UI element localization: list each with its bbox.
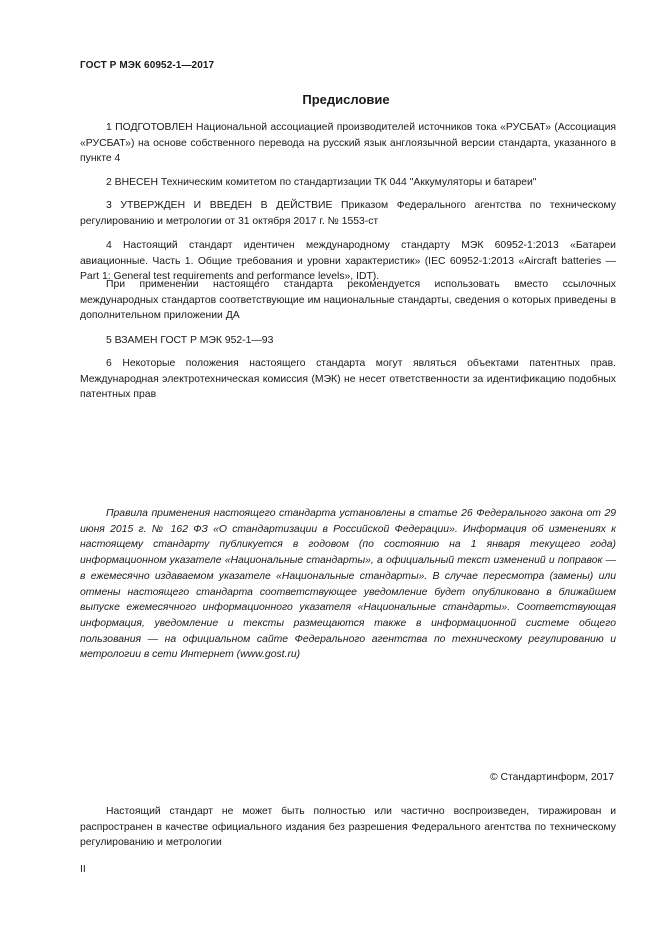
paragraph-3: 3 УТВЕРЖДЕН И ВВЕДЕН В ДЕЙСТВИЕ Приказом Федерального агентства по техническому регулированию и метрологии от 31 октября 2017 г. № 1553-ст xyxy=(80,200,616,227)
paragraph-5: 5 ВЗАМЕН ГОСТ Р МЭК 952-1—93 xyxy=(106,335,274,346)
page-title: Предисловие xyxy=(302,92,390,107)
document-code: ГОСТ Р МЭК 60952-1—2017 xyxy=(80,60,215,71)
usage-rules-notice: Правила применения настоящего стандарта установлены в статье 26 Федерального закона от 29 июня 2015 г. № 162 ФЗ «О стандартизации в Российской Федерации». Информация об изменениях к настоящему стандарту публикуется в годовом (по состоянию на 1 января текущего года) информационном указателе «Национальные стандарты», а официальный текст изменений и поправок — в ежемесячно издаваемом указателе «Национальные стандарты». В случае пересмотра (замены) или отмены настоящего стандарта соответствующее уведомление будет опубликовано в ближайшем выпуске ежемесячного информационного указателя «Национальные стандарты». Соответствующая информация, уведомление и тексты размещаются также в информационной системе общего пользования — на официальном сайте Федерального агентства по техническому регулированию и метрологии в сети Интернет (www.gost.ru) xyxy=(80,508,616,661)
page-number: II xyxy=(80,864,86,875)
reproduction-notice: Настоящий стандарт не может быть полностью или частично воспроизведен, тиражирован и распространен в качестве официального издания без разрешения Федерального агентства по техническому регулированию и метрологии xyxy=(80,806,616,848)
paragraph-4: 4 Настоящий стандарт идентичен международному стандарту МЭК 60952-1:2013 «Батареи авиационные. Часть 1. Общие требования и уровни характеристик» (IEC 60952-1:2013 «Aircraft batteries — Part 1: General test requirements and performance levels», IDT). xyxy=(80,240,616,282)
paragraph-4-note: При применении настоящего стандарта рекомендуется использовать вместо ссылочных международных стандартов соответствующие им национальные стандарты, сведения о которых приведены в дополнительном приложении ДА xyxy=(80,279,616,321)
paragraph-6: 6 Некоторые положения настоящего стандарта могут являться объектами патентных прав. Международная электротехническая комиссия (МЭК) не несет ответственности за идентификацию подобных патентных прав xyxy=(80,358,616,400)
paragraph-1: 1 ПОДГОТОВЛЕН Национальной ассоциацией производителей источников тока «РУСБАТ» (Ассоциация «РУСБАТ») на основе собственного перевода на русский язык англоязычной версии стандарта, указанного в пункте 4 xyxy=(80,122,616,164)
paragraph-2: 2 ВНЕСЕН Техническим комитетом по стандартизации ТК 044 "Аккумуляторы и батареи" xyxy=(106,177,537,188)
copyright: © Стандартинформ, 2017 xyxy=(489,772,614,783)
